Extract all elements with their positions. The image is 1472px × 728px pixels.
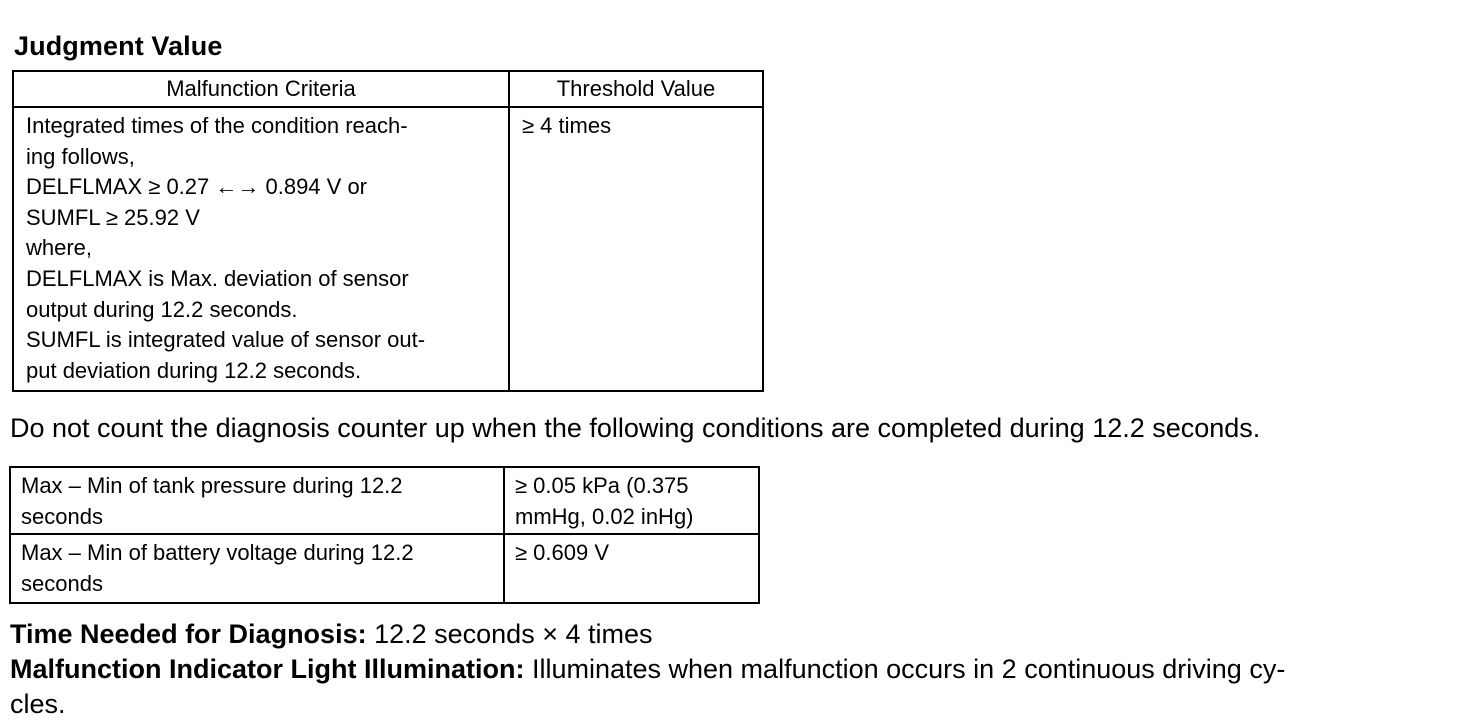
criteria-line: DELFLMAX is Max. deviation of sensor: [26, 265, 409, 291]
malfunction-criteria-cell: [13, 107, 509, 391]
criteria-line: where,: [26, 235, 93, 261]
value-cell: [504, 534, 759, 603]
condition-cell: [10, 467, 504, 534]
mil-continuation: cles.: [10, 689, 66, 719]
judgment-value-table: [12, 70, 764, 392]
table-row: [13, 107, 763, 391]
value-line: mmHg, 0.02 inHg): [515, 503, 694, 529]
value-line: ≥ 0.609 V: [515, 540, 610, 565]
criteria-line: DELFLMAX ≥ 0.27 ←→ 0.894 V or: [26, 174, 367, 200]
table-row: [10, 534, 759, 603]
time-needed-label: Time Needed for Diagnosis:: [10, 619, 367, 649]
criteria-line: output during 12.2 seconds.: [26, 296, 298, 322]
condition-line: seconds: [21, 570, 103, 596]
table-header-row: [13, 71, 763, 107]
header-threshold-value: Threshold Value: [509, 71, 763, 107]
condition-cell: [10, 534, 504, 603]
time-needed-value: 12.2 seconds × 4 times: [366, 619, 653, 649]
criteria-line: SUMFL ≥ 25.92 V: [26, 204, 200, 230]
mil-value: Illuminates when malfunction occurs in 2 continuous driving cy-: [524, 654, 1286, 684]
section-title: Judgment Value: [14, 31, 223, 61]
time-needed-line: [10, 619, 653, 650]
diagnosis-note: Do not count the diagnosis counter up when the following conditions are completed during 12.2 seconds.: [10, 413, 1261, 443]
condition-line: seconds: [21, 503, 103, 529]
threshold-text: ≥ 4 times: [522, 113, 612, 138]
criteria-line: ing follows,: [26, 143, 135, 169]
condition-line: Max – Min of battery voltage during 12.2: [21, 540, 414, 565]
table-row: [10, 467, 759, 534]
criteria-line: put deviation during 12.2 seconds.: [26, 357, 362, 383]
condition-line: Max – Min of tank pressure during 12.2: [21, 473, 403, 498]
mil-label: Malfunction Indicator Light Illumination:: [10, 654, 525, 684]
value-line: ≥ 0.05 kPa (0.375: [515, 473, 689, 498]
threshold-value-cell: [509, 107, 763, 391]
criteria-line: SUMFL is integrated value of sensor out-: [26, 327, 426, 353]
value-cell: [504, 467, 759, 534]
criteria-line: Integrated times of the condition reach-: [26, 113, 408, 138]
mil-line: [10, 654, 1285, 685]
exclusion-conditions-table: [9, 466, 760, 604]
header-malfunction-criteria: Malfunction Criteria: [13, 71, 509, 107]
